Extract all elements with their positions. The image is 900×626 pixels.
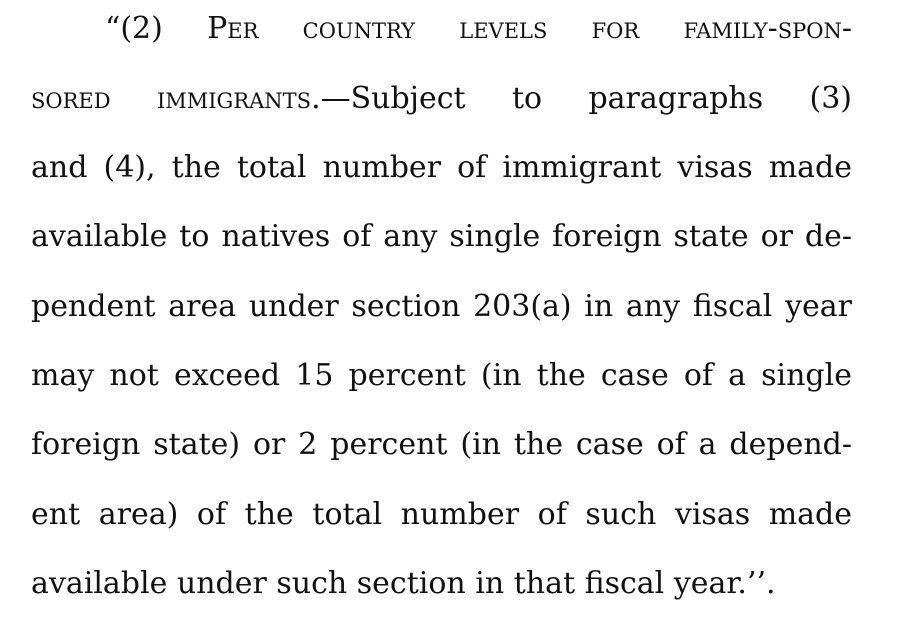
line-1-lead: “(2) bbox=[105, 11, 208, 46]
line-2-text: —Subject to paragraphs (3) bbox=[320, 81, 852, 116]
text-line-8: ent area) of the total number of such visas made bbox=[31, 497, 852, 532]
text-line-5: pendent area under section 203(a) in any fiscal year bbox=[31, 289, 852, 324]
text-line-4: available to natives of any single foreign state or de- bbox=[31, 219, 852, 254]
text-line-9: available under such section in that fiscal year.’’. bbox=[31, 566, 776, 601]
text-line-3: and (4), the total number of immigrant visas made bbox=[31, 150, 852, 185]
text-line-2 bbox=[31, 80, 852, 118]
section-heading-part-1: Per country levels for family-spon- bbox=[207, 11, 852, 46]
text-line-7: foreign state) or 2 percent (in the case of a depend- bbox=[31, 427, 852, 462]
text-line-1 bbox=[105, 10, 852, 48]
section-heading-part-2: sored immigrants. bbox=[31, 81, 321, 116]
text-line-6: may not exceed 15 percent (in the case of a single bbox=[31, 358, 852, 393]
